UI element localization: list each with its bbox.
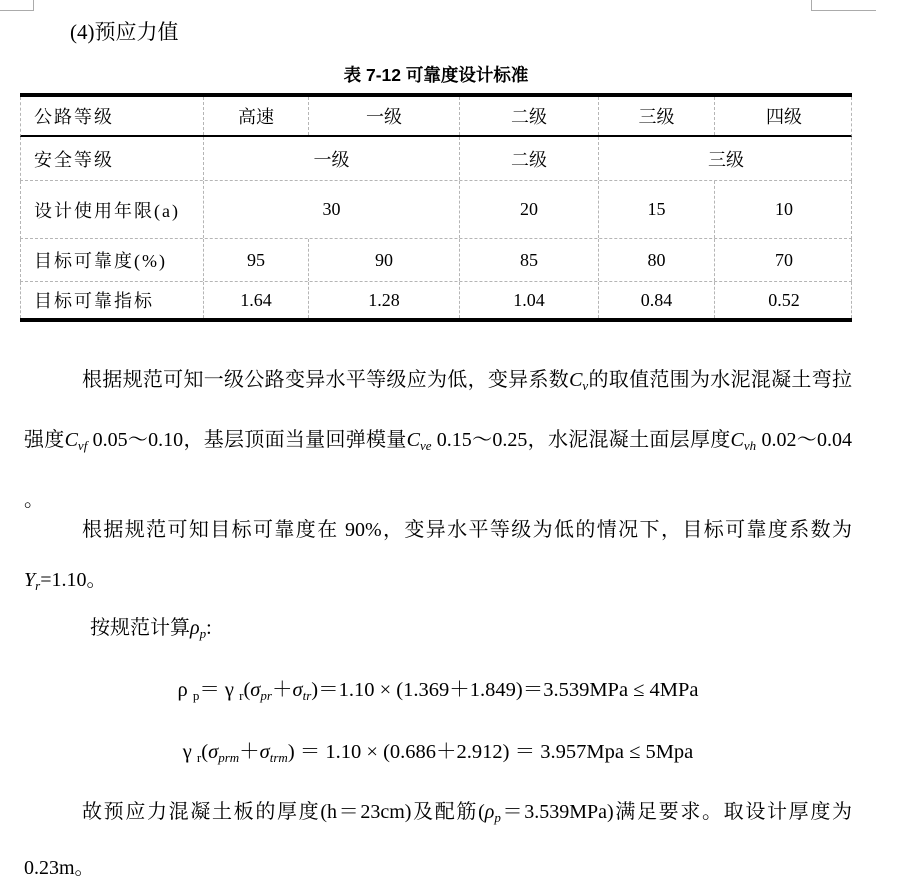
table-cell: 设计使用年限(a) [34,200,180,221]
table-title: 表 7-12 可靠度设计标准 [343,65,529,85]
table-cell: 90 [308,239,459,281]
table-row [20,282,852,318]
table-cell: 15 [598,181,714,238]
table-cell: 95 [203,239,308,281]
table-row [20,97,852,137]
table-cell: 0.84 [598,282,714,318]
table-cell: 20 [459,181,598,238]
paragraph-target-reliability: 根据规范可知目标可靠度在 90%，变异水平等级为低的情况下，目标可靠度系数为$Y_r=1.10$。 [24,519,852,593]
table-cell: 85 [459,239,598,281]
formula-rho-p: ρ $_p$＝ γ $_r$(σpr＋σtr)＝1.10 × (1.369＋1.849)＝3.539MPa ≤ 4MPa [177,679,699,703]
section-heading: (4)预应力值 [70,20,179,44]
table-cell: 二级 [459,97,598,135]
page-margin-mark [811,10,876,11]
table-cell: 高速 [203,97,308,135]
paragraph-calc-intro: 按规范计算$\rho_p$: [90,617,212,641]
table-cell: 1.04 [459,282,598,318]
page-margin-mark [0,10,33,11]
table-cell: 公路等级 [34,107,114,127]
table-cell: 10 [714,181,853,238]
table-row [20,181,852,239]
table-cell: 三级 [598,137,853,180]
table-cell: 二级 [459,137,598,180]
table-cell: 目标可靠指标 [34,291,154,311]
table-cell: 1.64 [203,282,308,318]
table-cell: 目标可靠度(%) [34,251,167,271]
table-cell: 80 [598,239,714,281]
formula-gamma-r: γ $_r$(σprm＋σtrm) ＝ 1.10 × (0.686＋2.912) ＝ 3.957Mpa ≤ 5Mpa [182,741,694,765]
table-cell: 三级 [598,97,714,135]
table-cell: 四级 [714,97,853,135]
table-cell: 30 [203,181,459,238]
reliability-design-table [20,93,852,322]
page-margin-mark [33,0,34,11]
paragraph-variation-coefficients: 根据规范可知一级公路变异水平等级应为低，变异系数$C_v$的取值范围为水泥混凝土弯拉强度$C_{vf}$ 0.05～0.10，基层顶面当量回弹模量$C_{ve}$ 0.15～0.25，水泥混凝土面层厚度$C_{vh}$ 0.02～0.04 。 [24,369,853,511]
table-cell: 1.28 [308,282,459,318]
table-cell: 0.52 [714,282,853,318]
table-cell: 一级 [308,97,459,135]
table-row [20,239,852,282]
table-cell: 一级 [203,137,459,180]
table-cell: 安全等级 [34,149,114,170]
table-row [20,137,852,181]
paragraph-conclusion: 故预应力混凝土板的厚度(h＝23cm)及配筋$(\rho_p=3.539MPa)$满足要求。取设计厚度为 0.23m。 [24,801,852,879]
table-cell: 70 [714,239,853,281]
